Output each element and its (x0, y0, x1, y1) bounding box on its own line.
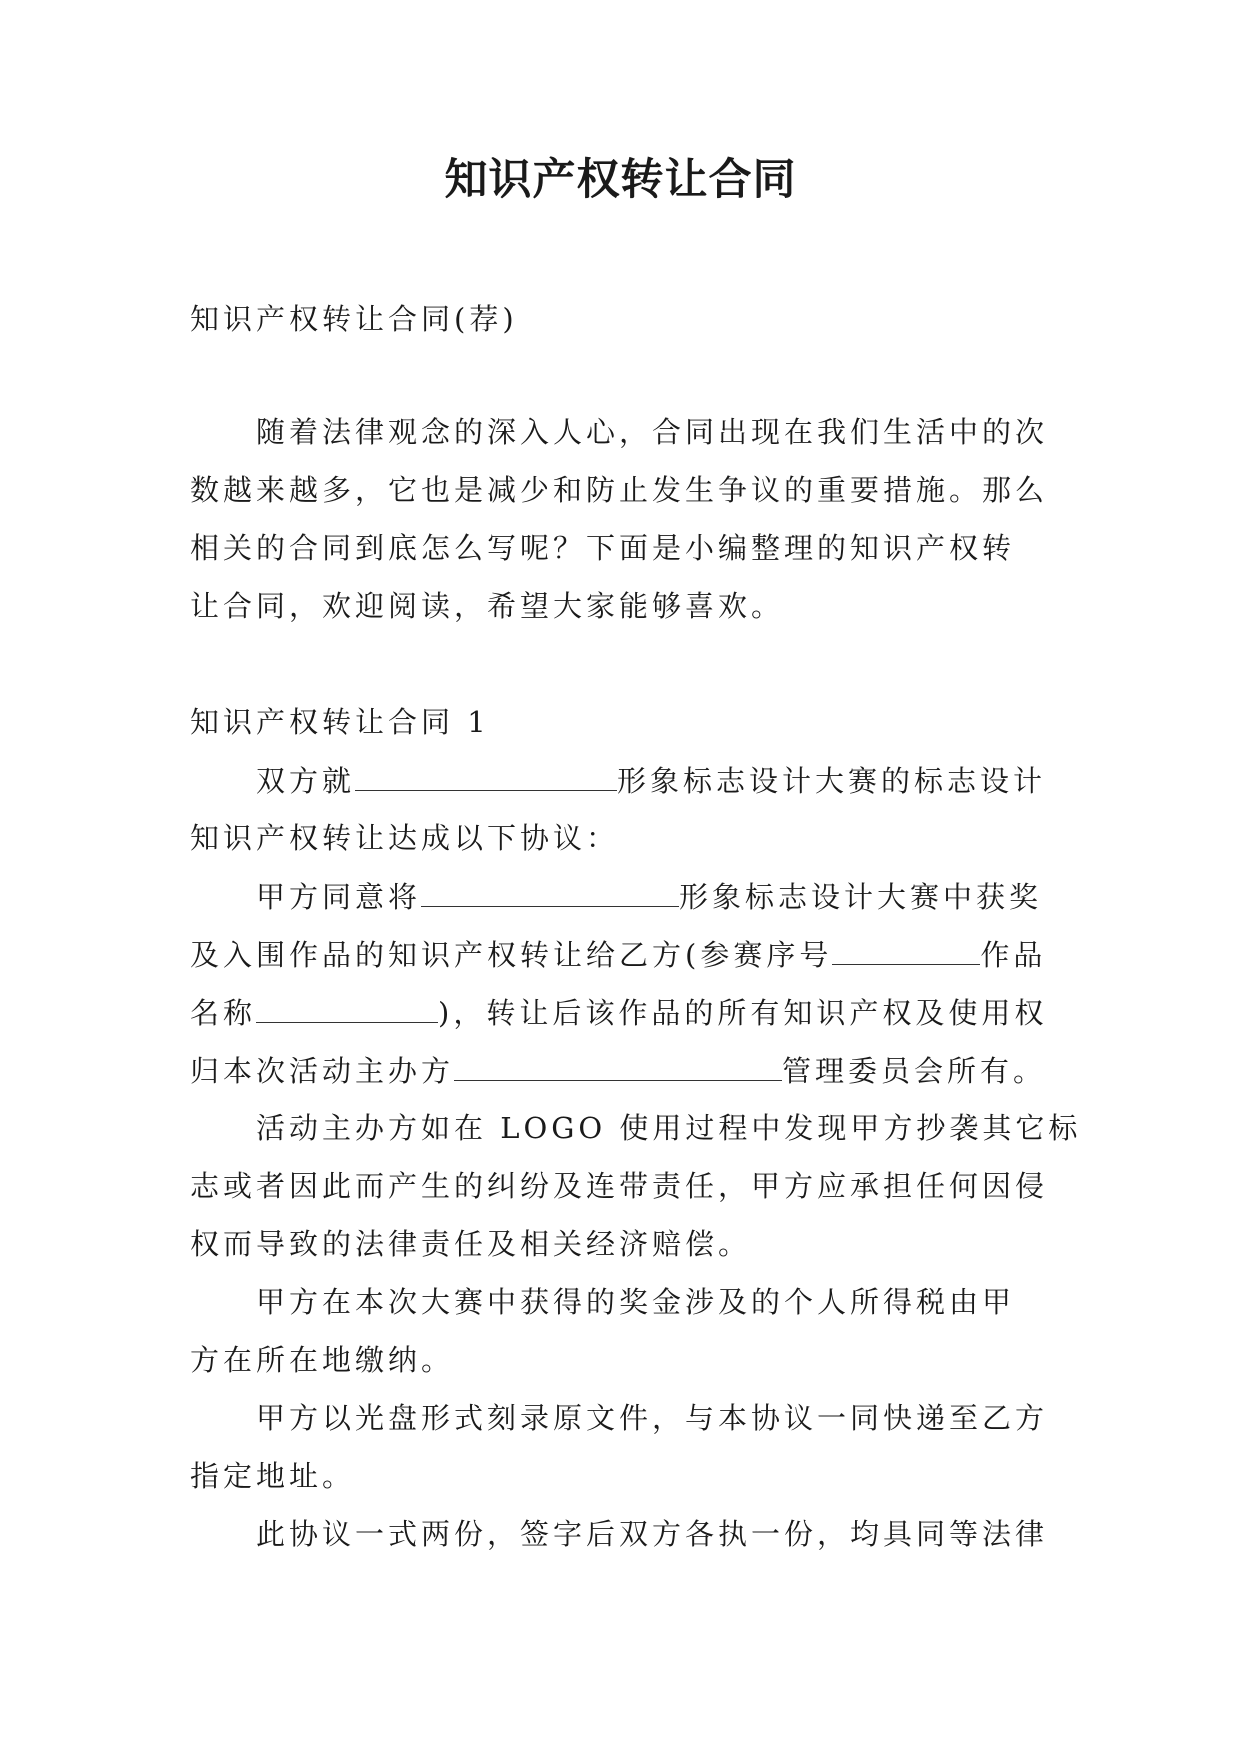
clause-5-line-1: 甲方以光盘形式刻录原文件，与本协议一同快递至乙方 (256, 1401, 1049, 1435)
clause-text: 双方就 (256, 764, 356, 798)
clause-text: 甲方同意将 (256, 880, 422, 914)
section-heading: 知识产权转让合同 1 (190, 705, 490, 739)
blank-field (421, 876, 679, 907)
clause-2-line-2 (190, 934, 1046, 975)
clause-4-line-2: 方在所在地缴纳。 (190, 1343, 455, 1377)
clause-text: 及入围作品的知识产权转让给乙方(参赛序号 (190, 938, 833, 972)
intro-line-3: 相关的合同到底怎么写呢？下面是小编整理的知识产权转 (190, 531, 1016, 565)
clause-3-line-3: 权而导致的法律责任及相关经济赔偿。 (190, 1227, 752, 1261)
clause-text: )，转让后该作品的所有知识产权及使用权 (438, 996, 1048, 1030)
blank-field (355, 760, 617, 791)
clause-1-line-2: 知识产权转让达成以下协议： (190, 821, 620, 855)
clause-2-line-1 (256, 876, 1042, 917)
clause-3-line-1: 活动主办方如在 LOGO 使用过程中发现甲方抄袭其它标 (256, 1111, 1082, 1145)
clause-text: 归本次活动主办方 (190, 1054, 455, 1088)
clause-4-line-1: 甲方在本次大赛中获得的奖金涉及的个人所得税由甲 (256, 1285, 1016, 1319)
blank-field (454, 1050, 782, 1081)
clause-text: 管理委员会所有。 (782, 1054, 1047, 1088)
clause-text: 形象标志设计大赛的标志设计 (617, 764, 1047, 798)
document-title: 知识产权转让合同 (444, 155, 797, 205)
intro-line-2: 数越来越多，它也是减少和防止发生争议的重要措施。那么 (190, 473, 1049, 507)
clause-text: 作品 (980, 938, 1047, 972)
intro-line-4: 让合同，欢迎阅读，希望大家能够喜欢。 (190, 589, 785, 623)
clause-2-line-3 (190, 992, 1047, 1033)
intro-line-1: 随着法律观念的深入人心，合同出现在我们生活中的次 (256, 415, 1049, 449)
blank-field (256, 992, 438, 1023)
clause-5-line-2: 指定地址。 (190, 1459, 356, 1493)
document-subtitle: 知识产权转让合同(荐) (190, 302, 518, 336)
clause-6-line-1: 此协议一式两份，签字后双方各执一份，均具同等法律 (256, 1517, 1049, 1551)
clause-1-line-1 (256, 760, 1046, 801)
blank-field (832, 934, 980, 965)
clause-text: 形象标志设计大赛中获奖 (679, 880, 1043, 914)
clause-text: 名称 (190, 996, 257, 1030)
clause-2-line-4 (190, 1050, 1046, 1091)
clause-3-line-2: 志或者因此而产生的纠纷及连带责任，甲方应承担任何因侵 (190, 1169, 1049, 1203)
